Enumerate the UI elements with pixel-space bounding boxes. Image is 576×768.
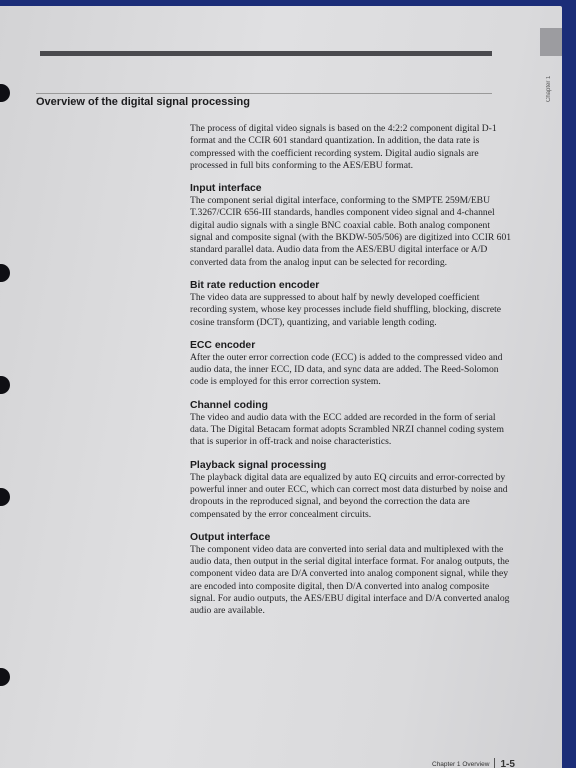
body-text (190, 123, 512, 618)
binder-hole (0, 376, 10, 394)
section-title: Output interface (190, 531, 271, 543)
chapter-tab (540, 28, 562, 56)
section-title: Playback signal processing (190, 459, 327, 471)
binder-hole (0, 264, 10, 282)
chapter-tab-label: Chapter 1 (546, 75, 552, 102)
page-title: Overview of the digital signal processing (36, 96, 250, 108)
footer-chapter-label: Chapter 1 Overview (432, 760, 490, 768)
header-bar (40, 51, 492, 56)
section-title: Channel coding (190, 399, 268, 411)
section-text: The playback digital data are equalized by auto EQ circuits and error-corrected by powerful inner and outer ECC, which can correct most data disturbed by noise and dropouts in the reproduced signal, and beyond the correction the data are compensated by the error concealment circuits. (190, 471, 508, 520)
section-ecc-encoder (190, 339, 512, 389)
section-channel-coding (190, 399, 512, 449)
section-output-interface (190, 531, 512, 618)
section-text: The video and audio data with the ECC added are recorded in the form of serial data. The Digital Betacam format adopts Scrambled NRZI channel coding system that is superior in off-track and noise characteristics. (190, 411, 504, 448)
section-title: Input interface (190, 183, 262, 195)
page-footer (432, 758, 515, 768)
document-page (0, 6, 562, 768)
page-number: 1-5 (500, 758, 515, 768)
section-text: The component serial digital interface, conforming to the SMPTE 259M/EBU T.3267/CCIR 656-III standards, handles component video signal and 4-channel digital audio signals with a single BNC coaxial cable. Both analog component signal and composite signal (with the BKDW-505/506) are digitized into CCIR 601 standard parallel data. Audio data from the AES/EBU digital interface or A/D converted data from the analog input can be selected for recording. (190, 195, 512, 268)
section-playback-signal-processing (190, 459, 512, 521)
section-text: The video data are suppressed to about half by newly developed coefficient recording system, whose key processes include field shuffling, blocking, discrete cosine transform (DCT), quantizing, and variable length coding. (190, 291, 502, 328)
section-input-interface (190, 182, 512, 269)
binder-hole (0, 84, 10, 102)
section-text: After the outer error correction code (ECC) is added to the compressed video and audio data, the inner ECC, ID data, and sync data are added. The Reed-Solomon code is employed for this error correction system. (190, 351, 503, 388)
binder-hole (0, 488, 10, 506)
section-title: Bit rate reduction encoder (190, 279, 320, 291)
section-text: The component video data are converted into serial data and multiplexed with the audio data, then output in the serial digital interface format. For analog outputs, the component video data are D/A converted into analog component signal, while they are encoded into composite digital, then D/A converted into analog composite signal. For audio outputs, the AES/EBU digital interface and D/A converted analog audio are available. (190, 543, 510, 617)
footer-divider (494, 758, 495, 768)
intro-paragraph: The process of digital video signals is based on the 4:2:2 component digital D-1 format and the CCIR 601 standard quantization. In addition, the data rate is compressed with the coefficient recording system. Digital audio signals are processed in full bits conforming to the AES/EBU format. (190, 123, 497, 171)
section-title: ECC encoder (190, 339, 256, 351)
section-bit-rate-reduction-encoder (190, 279, 512, 329)
binder-hole (0, 668, 10, 686)
title-rule (36, 93, 492, 94)
